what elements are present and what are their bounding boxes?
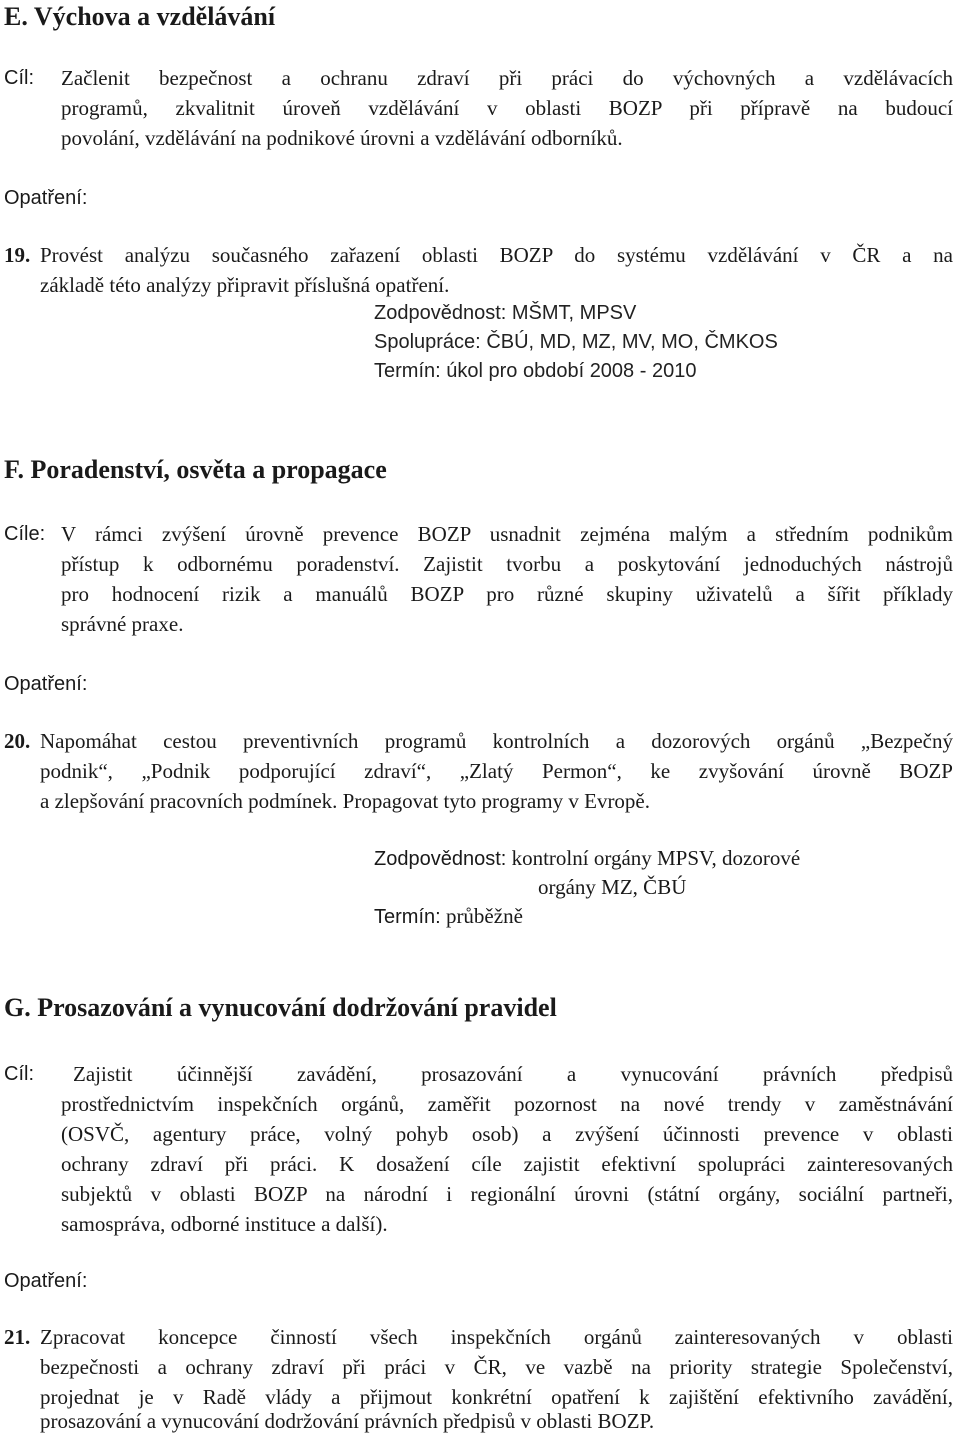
measure-21-line-1: Zpracovat koncepce činností všech inspekčních orgánů zainteresovaných v oblasti — [40, 1325, 953, 1349]
measure-19-line-2: základě této analýzy připravit příslušná opatření. — [40, 273, 450, 297]
section-e-measures-label: Opatření: — [4, 187, 88, 209]
section-g-goal-line-1: Zajistit účinnější zavádění, prosazování a vynucování právních předpisů — [73, 1062, 953, 1086]
measure-20-line-3: a zlepšování pracovních podmínek. Propagovat tyto programy v Evropě. — [40, 789, 651, 813]
responsibility-label: Zodpovědnost: — [374, 302, 507, 324]
deadline-value: průběžně — [445, 904, 523, 928]
section-f-goal-line-4: správné praxe. — [61, 612, 184, 636]
section-g-goal-line-6: samospráva, odborné instituce a další). — [61, 1212, 388, 1236]
section-g-goal-line-4: ochrany zdraví při práci. K dosažení cíle zajistit efektivní spolupráci zainteresovaných — [61, 1152, 953, 1176]
measure-19-cooperation — [374, 327, 778, 357]
section-g-measures-label: Opatření: — [4, 1270, 88, 1292]
measure-20-number: 20. — [4, 729, 31, 753]
section-f-goal-label: Cíle: — [4, 523, 46, 545]
measure-21-line-3: projednat je v Radě vlády a přijmout konkrétní opatření k zajištění efektivního zavádění, — [40, 1385, 953, 1409]
section-g-goal-line-5: subjektů v oblasti BOZP na národní i regionální úrovni (státní orgány, sociální partneři, — [61, 1182, 953, 1206]
section-g-goal-line-2: prostřednictvím inspekčních orgánů, zaměřit pozornost na nové trendy v zaměstnávání — [61, 1092, 953, 1116]
section-f-heading: F. Poradenství, osvěta a propagace — [4, 455, 387, 484]
measure-19-number: 19. — [4, 243, 31, 267]
measure-20-line-1: Napomáhat cestou preventivních programů kontrolních a dozorových orgánů „Bezpečný — [40, 729, 953, 753]
deadline-label: Termín: — [374, 360, 441, 382]
measure-21-number: 21. — [4, 1325, 31, 1349]
section-f-goal-line-1: V rámci zvýšení úrovně prevence BOZP usnadnit zejména malým a středním podnikům — [61, 522, 953, 546]
deadline-value: úkol pro období 2008 - 2010 — [446, 360, 697, 382]
responsibility-label: Zodpovědnost: — [374, 848, 507, 870]
measure-20-line-2: podnik“, „Podnik podporující zdraví“, „Zlatý Permon“, ke zvyšování úrovně BOZP — [40, 759, 953, 783]
responsibility-value-line-2: orgány MZ, ČBÚ — [538, 875, 687, 899]
responsibility-value-line-1: kontrolní orgány MPSV, dozorové — [511, 846, 801, 870]
section-g-goal-line-3: (OSVČ, agentury práce, volný pohyb osob) a zvýšení účinnosti prevence v oblasti — [61, 1122, 953, 1146]
section-e-goal-line-1: Začlenit bezpečnost a ochranu zdraví při práci do výchovných a vzdělávacích — [61, 66, 953, 90]
section-g-goal-label: Cíl: — [4, 1063, 34, 1085]
section-f-measures-label: Opatření: — [4, 673, 88, 695]
section-e-goal-line-2: programů, zkvalitnit úroveň vzdělávání v oblasti BOZP při přípravě na budoucí — [61, 96, 953, 120]
measure-20-deadline — [374, 901, 523, 932]
cooperation-label: Spolupráce: — [374, 331, 481, 353]
section-g-heading: G. Prosazování a vynucování dodržování pravidel — [4, 993, 557, 1022]
responsibility-value: MŠMT, MPSV — [511, 302, 637, 324]
cooperation-value: ČBÚ, MD, MZ, MV, MO, ČMKOS — [486, 331, 778, 353]
section-f-goal-line-3: pro hodnocení rizik a manuálů BOZP pro různé skupiny uživatelů a šířit příklady — [61, 582, 953, 606]
section-e-heading: E. Výchova a vzdělávání — [4, 2, 276, 31]
section-e-goal-label: Cíl: — [4, 67, 34, 89]
measure-19-deadline — [374, 356, 696, 386]
measure-19-line-1: Provést analýzu současného zařazení oblasti BOZP do systému vzdělávání v ČR a na — [40, 243, 953, 267]
measure-21-line-2: bezpečnosti a ochrany zdraví při práci v ČR, ve vazbě na priority strategie Společenství, — [40, 1355, 953, 1379]
measure-20-responsibility — [374, 843, 800, 874]
section-e-goal-line-3: povolání, vzdělávání na podnikové úrovni a vzdělávání odborníků. — [61, 126, 623, 150]
section-f-goal-line-2: přístup k odbornému poradenství. Zajistit tvorbu a poskytování jednoduchých nástrojů — [61, 552, 953, 576]
measure-19-responsibility — [374, 298, 636, 328]
measure-21-line-4: prosazování a vynucování dodržování právních předpisů v oblasti BOZP. — [40, 1409, 655, 1433]
deadline-label: Termín: — [374, 906, 441, 928]
